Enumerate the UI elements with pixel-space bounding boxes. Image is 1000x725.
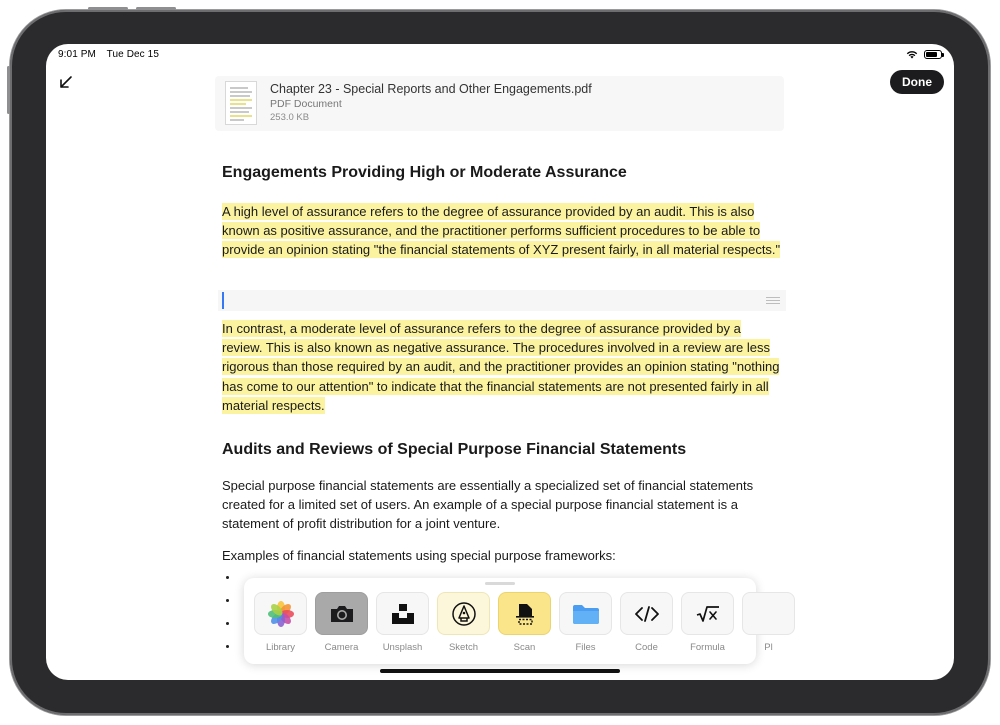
attachment-file-size: 253.0 KB bbox=[270, 112, 310, 123]
toolbar-formula-button[interactable] bbox=[681, 592, 734, 653]
camera-icon bbox=[329, 604, 355, 624]
square-root-icon bbox=[695, 604, 721, 624]
toolbar-camera-button[interactable] bbox=[315, 592, 368, 653]
toolbar-code-button[interactable] bbox=[620, 592, 673, 653]
toolbar-scan-button[interactable] bbox=[498, 592, 551, 653]
empty-text-block[interactable] bbox=[218, 290, 786, 311]
status-date: Tue Dec 15 bbox=[106, 49, 159, 60]
paragraph-examples[interactable]: Examples of financial statements using special purpose frameworks: bbox=[222, 548, 616, 563]
status-time: 9:01 PM bbox=[58, 49, 96, 60]
wifi-icon bbox=[906, 50, 918, 59]
toolbar-item-label: Formula bbox=[690, 642, 725, 653]
status-indicators bbox=[906, 50, 942, 59]
more-icon bbox=[742, 592, 795, 635]
paragraph-high-assurance[interactable] bbox=[222, 202, 782, 260]
bullet-list bbox=[226, 576, 229, 668]
toolbar-files-button[interactable] bbox=[559, 592, 612, 653]
pdf-thumbnail bbox=[225, 81, 257, 125]
paragraph-moderate-assurance[interactable] bbox=[222, 319, 782, 415]
toolbar-unsplash-button[interactable] bbox=[376, 592, 429, 653]
toolbar-item-label: Sketch bbox=[448, 642, 479, 653]
attachment-file-type: PDF Document bbox=[270, 98, 342, 110]
toolbar-item-label: Camera bbox=[324, 642, 359, 653]
scan-document-icon bbox=[513, 601, 537, 627]
heading-engagements: Engagements Providing High or Moderate Assurance bbox=[222, 164, 627, 181]
pen-nib-icon bbox=[451, 601, 477, 627]
photos-icon bbox=[267, 600, 295, 628]
toolbar-sketch-button[interactable] bbox=[437, 592, 490, 653]
toolbar-item-label: Code bbox=[635, 642, 658, 653]
bullet bbox=[226, 599, 229, 602]
pdf-attachment-card[interactable] bbox=[215, 76, 784, 131]
drag-handle-icon[interactable] bbox=[766, 297, 780, 305]
top-button-left bbox=[88, 7, 128, 10]
collapse-arrow-icon[interactable] bbox=[58, 74, 74, 90]
toolbar-library-button[interactable] bbox=[254, 592, 307, 653]
heading-audits-reviews: Audits and Reviews of Special Purpose Financial Statements bbox=[222, 441, 687, 458]
status-bar bbox=[58, 49, 167, 60]
insert-toolbar bbox=[244, 578, 773, 664]
highlighted-text: In contrast, a moderate level of assurance refers to the degree of assurance provided by a review. This is also known as negative assurance. The procedures involved in a review are less rigorous than those required by an audit, and the practitioner provides an opinion stating "nothing has come to our attention" to indicate that the financial statements are not presented fairly in all material respects. bbox=[222, 321, 780, 413]
bullet bbox=[226, 622, 229, 625]
screen bbox=[46, 44, 954, 680]
code-icon bbox=[634, 605, 660, 623]
text-caret bbox=[222, 292, 224, 309]
battery-icon bbox=[924, 50, 942, 59]
paragraph-special-purpose[interactable]: Special purpose financial statements are essentially a specialized set of financial statements created for a limited set of users. An example of a special purpose financial statement is a statement of profit distribution for a joint venture. bbox=[222, 478, 754, 532]
bullet bbox=[226, 645, 229, 648]
toolbar-item-label: Library bbox=[265, 642, 296, 653]
attachment-file-name: Chapter 23 - Special Reports and Other Engagements.pdf bbox=[270, 82, 592, 96]
done-button[interactable]: Done bbox=[890, 70, 944, 94]
toolbar-item-label: Files bbox=[575, 642, 596, 653]
bullet bbox=[226, 576, 229, 579]
toolbar-overflow-button[interactable] bbox=[742, 592, 795, 653]
toolbar-grabber[interactable] bbox=[485, 582, 515, 585]
toolbar-item-label: Pl bbox=[764, 642, 773, 653]
toolbar-item-label: Unsplash bbox=[382, 642, 423, 653]
side-button bbox=[7, 66, 10, 114]
toolbar-item-label: Scan bbox=[513, 642, 536, 653]
top-button-right bbox=[136, 7, 176, 10]
folder-icon bbox=[572, 603, 600, 625]
highlighted-text: A high level of assurance refers to the degree of assurance provided by an audit. This is also known as positive assurance, and the practitioner performs sufficient procedures to be able to provide an opinion stating "the financial statements of XYZ present fairly, in all material respects." bbox=[222, 204, 781, 258]
unsplash-icon bbox=[391, 603, 415, 625]
home-indicator[interactable] bbox=[380, 669, 620, 673]
